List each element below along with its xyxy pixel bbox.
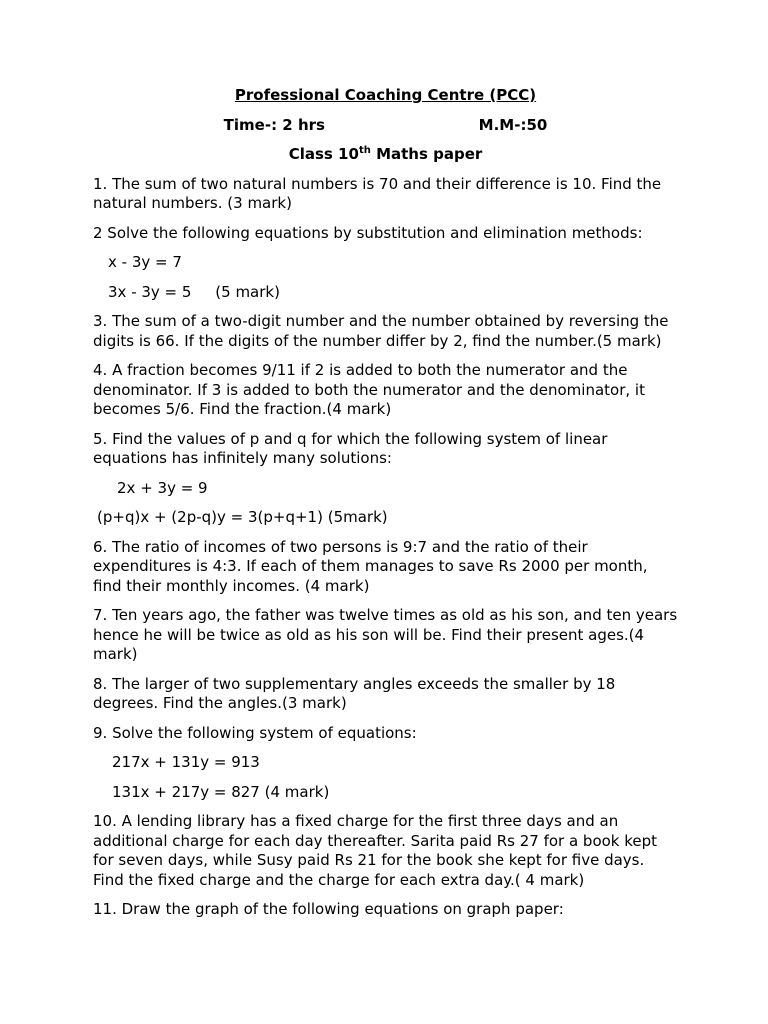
question-1: 1. The sum of two natural numbers is 70 and their difference is 10. Find the natural numbers. (3 mark) (93, 174, 662, 212)
question-5-equation-2: (p+q)x + (2p-q)y = 3(p+q+1) (5mark) (97, 508, 388, 526)
time-marks-row (93, 116, 678, 136)
question-9: 9. Solve the following system of equations: (93, 723, 417, 742)
question-2-equation-2: 3x - 3y = 5 (5 mark) (108, 282, 280, 301)
class-heading-suffix: Maths paper (370, 145, 483, 163)
question-11: 11. Draw the graph of the following equations on graph paper: (93, 900, 564, 918)
question-9-equation-2: 131x + 217y = 827 (4 mark) (112, 782, 330, 801)
class-heading-sup: th (358, 145, 371, 156)
page-title: Professional Coaching Centre (PCC) (234, 86, 537, 104)
maximum-marks: M.M-:50 (478, 115, 548, 134)
question-5-equation-1: 2x + 3y = 9 (117, 478, 208, 497)
question-5: 5. Find the values of p and q for which the following system of linear equations has infinitely many solutions: (93, 429, 608, 467)
question-9-equation-1: 217x + 131y = 913 (112, 753, 260, 771)
class-heading (93, 145, 678, 165)
time-allowed: Time-: 2 hrs (223, 115, 325, 134)
question-2: 2 Solve the following equations by substitution and elimination methods: (93, 223, 643, 242)
class-heading-prefix: Class 10 (288, 145, 359, 163)
question-8: 8. The larger of two supplementary angles exceeds the smaller by 18 degrees. Find the angles.(3 mark) (93, 674, 616, 712)
question-10: 10. A lending library has a fixed charge for the first three days and an additional charge for each day thereafter. Sarita paid Rs 27 for a book kept for seven days, while Susy paid Rs 21 for the book she kept for five days. Find the fixed charge and the charge for each extra day.( 4 mark) (93, 812, 658, 889)
header-title (93, 86, 678, 106)
question-7: 7. Ten years ago, the father was twelve times as old as his son, and ten years hence he will be twice as old as his son will be. Find their present ages.(4 mark) (93, 606, 678, 663)
question-3: 3. The sum of a two-digit number and the number obtained by reversing the digits is 66. If the digits of the number differ by 2, find the number.(5 mark) (93, 312, 669, 350)
question-2-equation-1: x - 3y = 7 (108, 253, 182, 271)
question-4: 4. A fraction becomes 9/11 if 2 is added to both the numerator and the denominator. If 3 is added to both the numerator and the denominator, it becomes 5/6. Find the fraction.(4 mark) (93, 361, 645, 418)
document-page (93, 86, 678, 930)
question-6: 6. The ratio of incomes of two persons is 9:7 and the ratio of their expenditures is 4:3. If each of them manages to save Rs 2000 per month, find their monthly incomes. (4 mark) (93, 537, 648, 595)
